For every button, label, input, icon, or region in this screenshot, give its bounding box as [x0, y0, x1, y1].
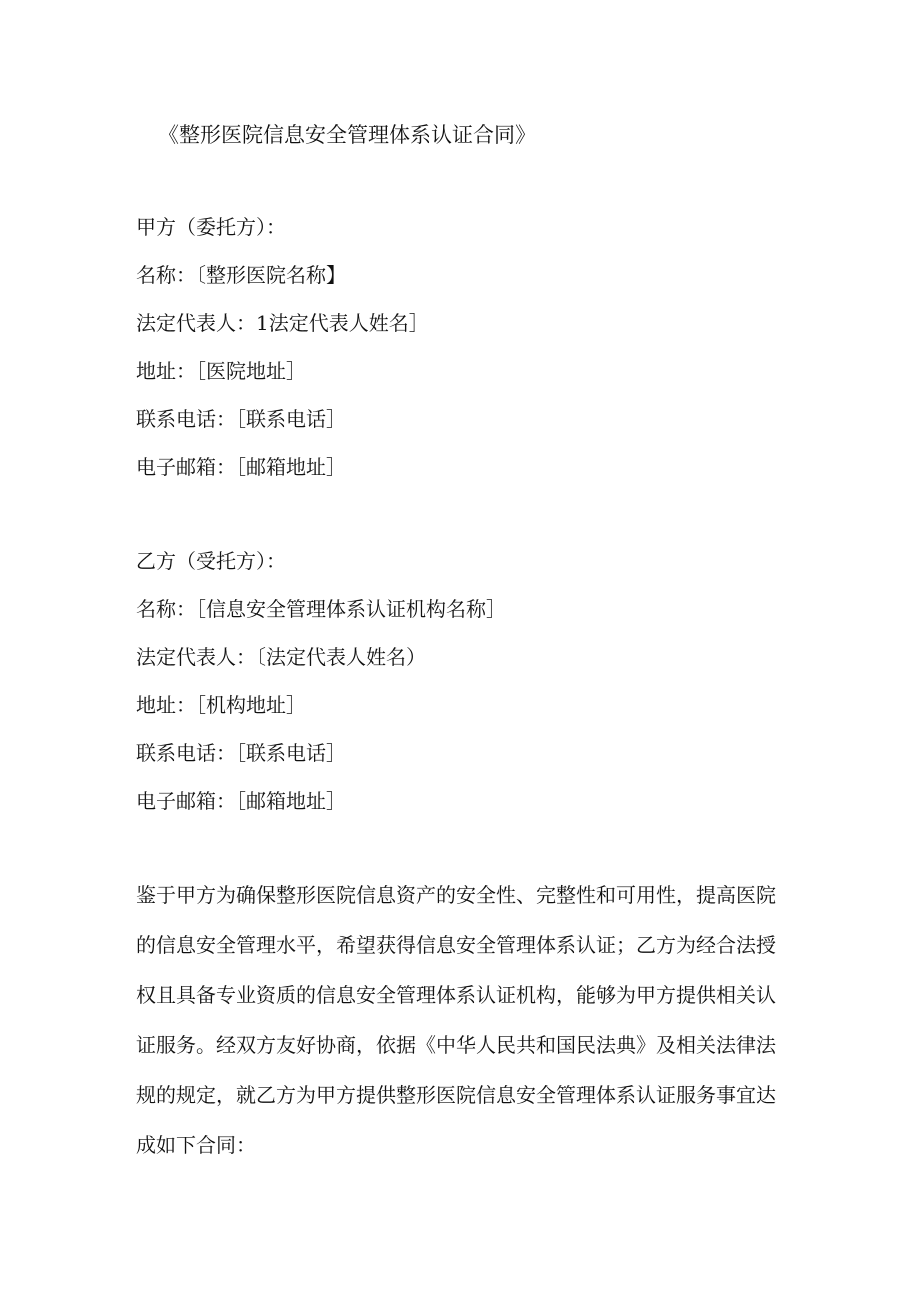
party-b-email: 电子邮箱：［邮箱地址］: [136, 789, 346, 813]
party-b-phone: 联系电话：［联系电话］: [136, 741, 346, 765]
preamble-line: 鉴于甲方为确保整形医院信息资产的安全性、完整性和可用性，提高医院: [136, 883, 776, 907]
preamble-line: 的信息安全管理水平，希望获得信息安全管理体系认证；乙方为经合法授: [136, 933, 776, 957]
contract-title: 《整形医院信息安全管理体系认证合同》: [158, 123, 536, 147]
party-b-heading: 乙方（受托方）：: [136, 549, 286, 573]
preamble-line: 成如下合同：: [136, 1133, 256, 1157]
party-b-representative: 法定代表人：〔法定代表人姓名）: [136, 645, 426, 669]
party-b-address: 地址：［机构地址］: [136, 693, 306, 717]
party-a-phone: 联系电话：［联系电话］: [136, 407, 346, 431]
party-a-representative: 法定代表人：1法定代表人姓名］: [136, 311, 429, 335]
party-a-heading: 甲方（委托方）：: [136, 215, 286, 239]
preamble-line: 规的规定，就乙方为甲方提供整形医院信息安全管理体系认证服务事宜达: [136, 1083, 776, 1107]
preamble-line: 权且具备专业资质的信息安全管理体系认证机构，能够为甲方提供相关认: [136, 983, 776, 1007]
party-b-name: 名称：［信息安全管理体系认证机构名称］: [136, 597, 506, 621]
party-a-email: 电子邮箱：［邮箱地址］: [136, 455, 346, 479]
party-a-address: 地址：［医院地址］: [136, 359, 306, 383]
preamble-line: 证服务。经双方友好协商，依据《中华人民共和国民法典》及相关法律法: [136, 1033, 776, 1057]
party-a-name: 名称：〔整形医院名称】: [136, 263, 346, 287]
